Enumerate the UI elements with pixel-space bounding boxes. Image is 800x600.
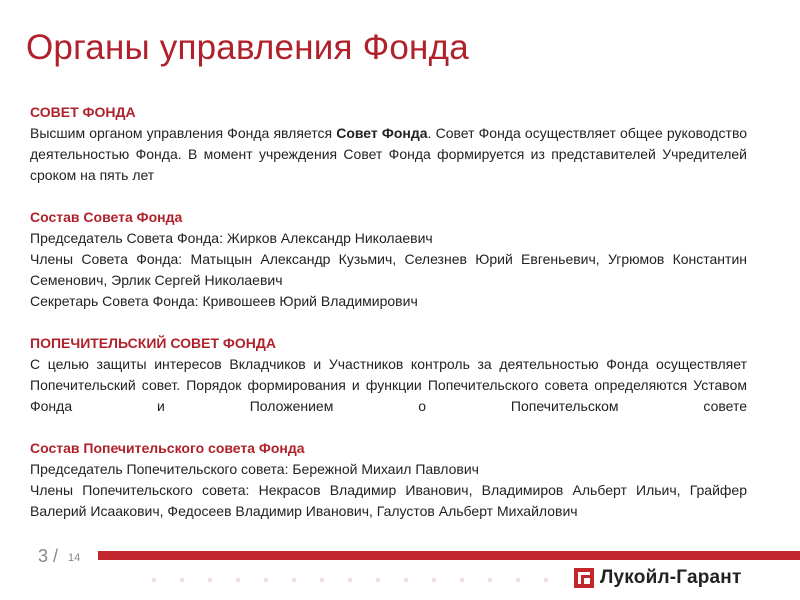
council-secretary: Секретарь Совета Фонда: Кривошеев Юрий Владимирович	[30, 293, 418, 309]
council-text-bold: Совет Фонда	[336, 125, 428, 141]
page-total: 14	[68, 552, 81, 564]
page-current: 3 /	[38, 546, 59, 566]
council-text-before: Высшим органом управления Фонда является	[30, 125, 337, 141]
logo-text: Лукойл-Гарант	[600, 567, 742, 588]
trustees-heading: ПОПЕЧИТЕЛЬСКИЙ СОВЕТ ФОНДА	[30, 335, 276, 351]
content	[30, 102, 747, 543]
council-chairman: Председатель Совета Фонда: Жирков Александр Николаевич	[30, 230, 433, 246]
council-section	[30, 102, 747, 186]
footer-red-bar	[98, 551, 800, 560]
council-text	[30, 123, 747, 186]
trustees-text: С целью защиты интересов Вкладчиков и Участников контроль за деятельностью Фонда осуществляет Попечительский совет. Порядок формирования и функции Попечительского совета определяются Уставом Фонда и Положением о Попечительском совете	[30, 356, 747, 414]
trustees-section	[30, 333, 747, 417]
company-logo	[574, 567, 741, 589]
lukoil-logo-icon	[574, 568, 594, 588]
council-members: Члены Совета Фонда: Матыцын Александр Кузьмич, Селезнев Юрий Евгеньевич, Угрюмов Константин Семенович, Эрлик Сергей Николаевич	[30, 251, 747, 288]
council-heading: СОВЕТ ФОНДА	[30, 104, 136, 120]
trustees-chairman: Председатель Попечительского совета: Бережной Михаил Павлович	[30, 461, 479, 477]
council-text-after: . Совет Фонда осуществляет общее руководство деятельностью Фонда. В момент учреждения Совет Фонда формируется из представителей Учредителей сроком на пять лет	[30, 125, 748, 183]
page-title: Органы управления Фонда	[26, 28, 469, 67]
council-members-section	[30, 207, 747, 312]
trustees-members-section	[30, 438, 747, 522]
council-members-heading: Состав Совета Фонда	[30, 209, 183, 225]
page-number	[38, 546, 80, 567]
footer-dot-pattern	[140, 572, 560, 588]
trustees-members-heading: Состав Попечительского совета Фонда	[30, 440, 305, 456]
trustees-members: Члены Попечительского совета: Некрасов Владимир Иванович, Владимиров Альберт Ильич, Грайфер Валерий Исаакович, Федосеев Владимир Иванович, Галустов Альберт Михайлович	[30, 482, 747, 519]
